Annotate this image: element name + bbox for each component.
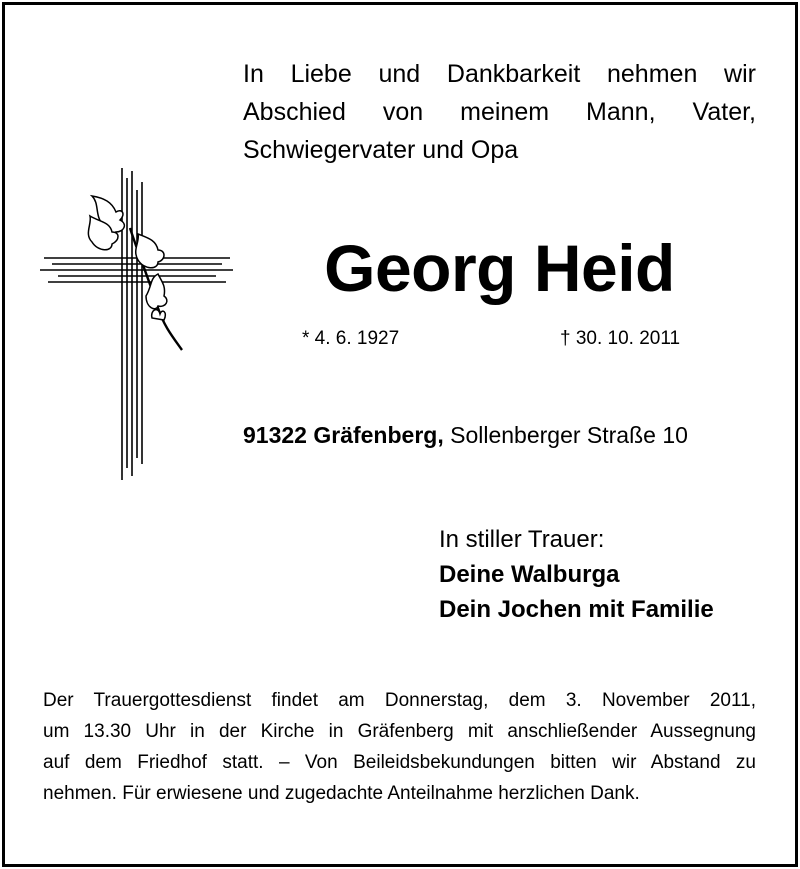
intro-line: Abschied von meinem Mann, Vater, xyxy=(243,98,756,126)
address-city: 91322 Gräfenberg, xyxy=(243,422,444,448)
intro-line: Schwiegervater und Opa xyxy=(243,136,519,164)
service-line: nehmen. Für erwiesene und zugedachte Anteilnahme herzlichen Dank. xyxy=(43,783,640,804)
intro-line: In Liebe und Dankbarkeit nehmen wir xyxy=(243,60,756,88)
cross-with-ivy-icon xyxy=(40,168,235,483)
death-date: † 30. 10. 2011 xyxy=(560,328,681,349)
service-info xyxy=(43,685,756,809)
birth-date: * 4. 6. 1927 xyxy=(302,328,400,349)
intro-text xyxy=(243,55,756,169)
mourners-block xyxy=(439,522,714,627)
address-street: Sollenberger Straße 10 xyxy=(450,422,688,448)
mourner-name: Deine Walburga xyxy=(439,561,620,588)
mourners-intro: In stiller Trauer: xyxy=(439,526,605,553)
service-line: um 13.30 Uhr in der Kirche in Gräfenberg mit anschließender Aussegnung xyxy=(43,721,756,742)
deceased-name: Georg Heid xyxy=(324,231,675,305)
service-line: auf dem Friedhof statt. – Von Beileidsbekundungen bitten wir Abstand zu xyxy=(43,752,756,773)
mourner-name: Dein Jochen mit Familie xyxy=(439,596,714,623)
address xyxy=(243,422,688,449)
service-line: Der Trauergottesdienst findet am Donnerstag, dem 3. November 2011, xyxy=(43,690,756,711)
